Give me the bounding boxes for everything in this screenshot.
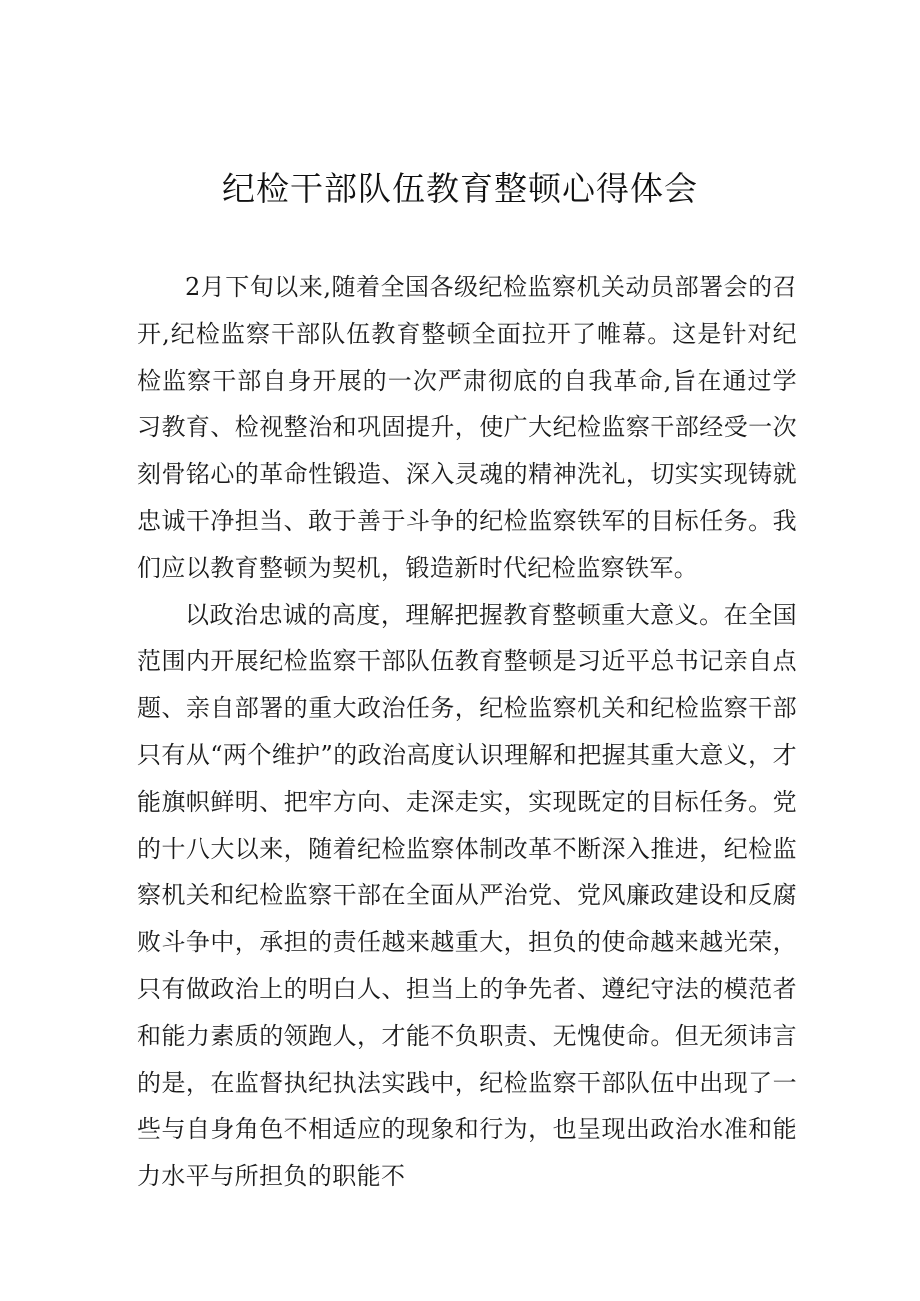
document-body	[137, 264, 797, 1200]
document-title: 纪检干部队伍教育整顿心得体会	[222, 169, 698, 208]
paragraph-2: 以政治忠诚的高度，理解把握教育整顿重大意义。在全国范围内开展纪检监察干部队伍教育整顿是习近平总书记亲自点题、亲自部署的重大政治任务，纪检监察机关和纪检监察干部只有从“两个维护”的政治高度认识理解和把握其重大意义，才能旗帜鲜明、把牢方向、走深走实，实现既定的目标任务。党的十八大以来，随着纪检监察体制改革不断深入推进，纪检监察机关和纪检监察干部在全面从严治党、党风廉政建设和反腐败斗争中，承担的责任越来越重大，担负的使命越来越光荣，只有做政治上的明白人、担当上的争先者、遵纪守法的模范者和能力素质的领跑人，才能不负职责、无愧使命。但无须讳言的是，在监督执纪执法实践中，纪检监察干部队伍中出现了一些与自身角色不相适应的现象和行为，也呈现出政治水准和能力水平与所担负的职能不	[137, 600, 797, 1191]
paragraph-1: 2月下旬以来,随着全国各级纪检监察机关动员部署会的召开,纪检监察干部队伍教育整顿全面拉开了帷幕。这是针对纪检监察干部自身开展的一次严肃彻底的自我革命,旨在通过学习教育、检视整治和巩固提升，使广大纪检监察干部经受一次刻骨铭心的革命性锻造、深入灵魂的精神洗礼，切实实现铸就忠诚干净担当、敢于善于斗争的纪检监察铁军的目标任务。我们应以教育整顿为契机，锻造新时代纪检监察铁军。	[137, 273, 797, 582]
